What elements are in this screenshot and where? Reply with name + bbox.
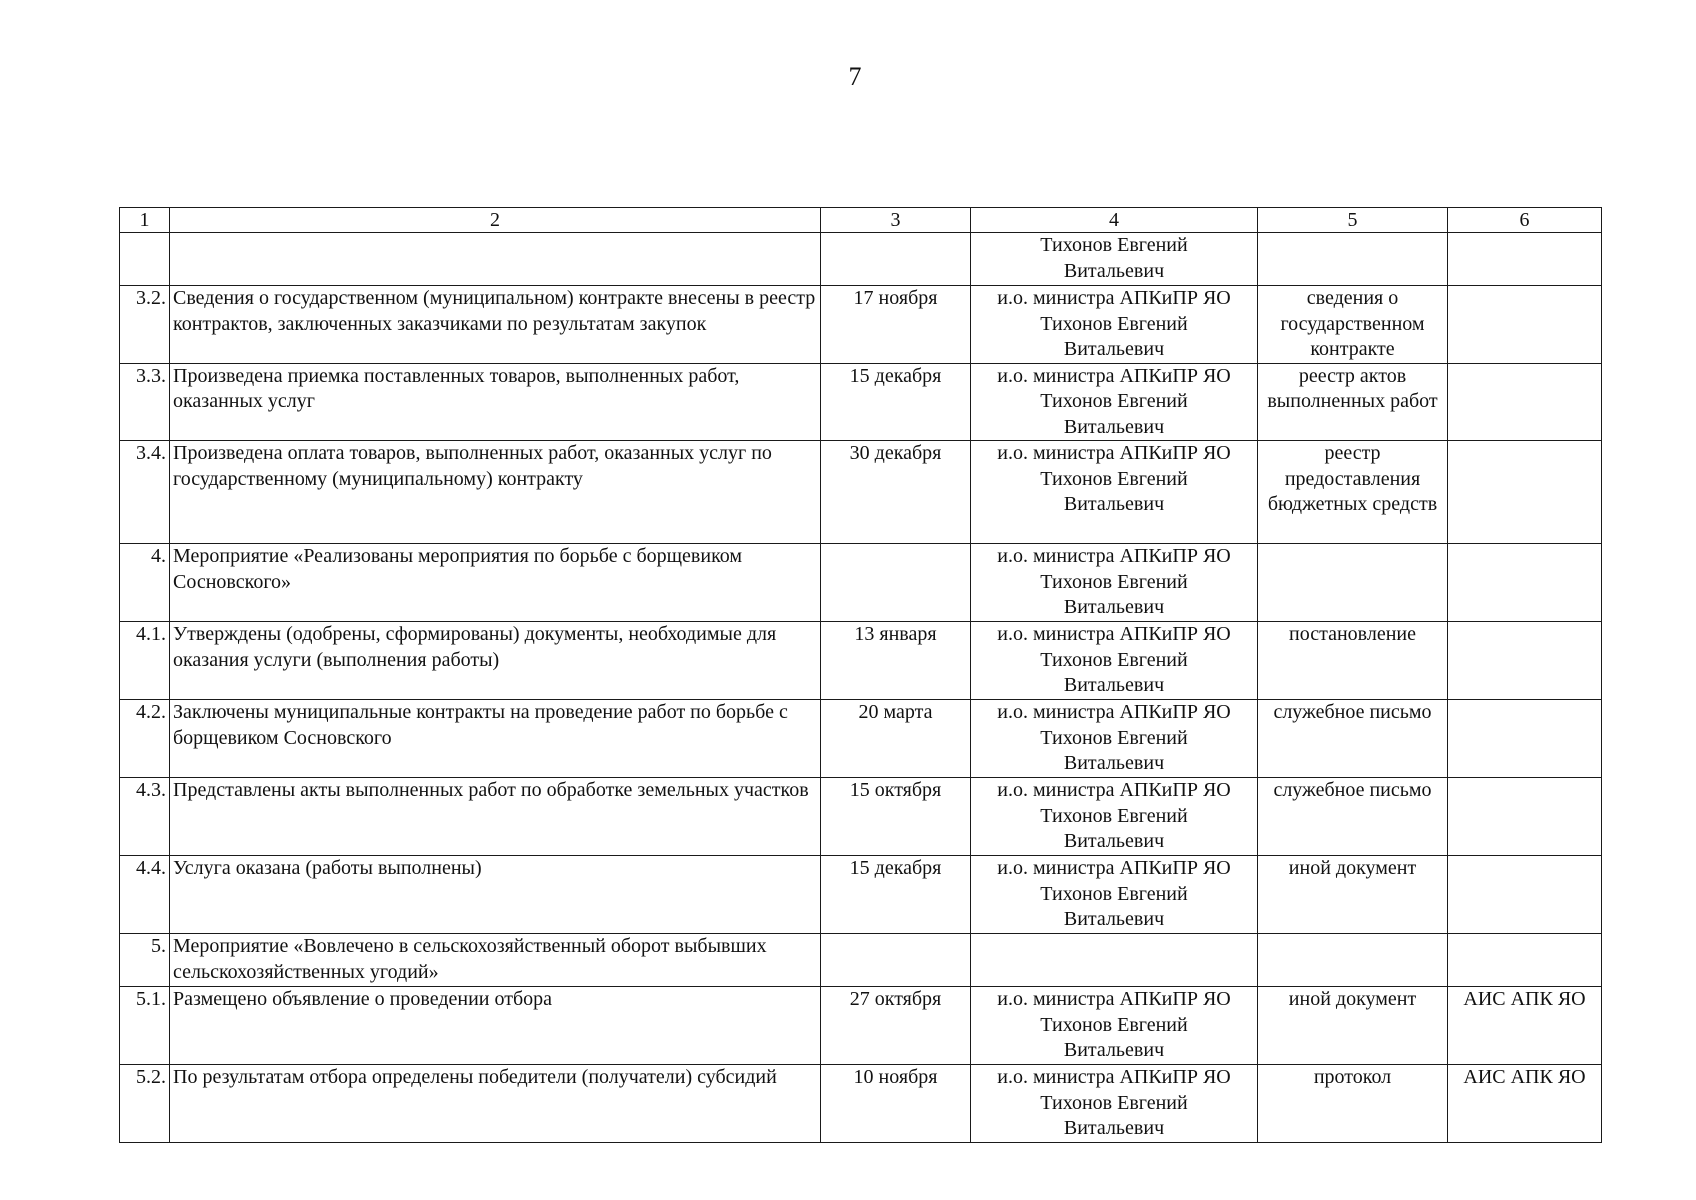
item-number: 4.4. (120, 856, 170, 934)
table-row (120, 1065, 1602, 1143)
responsible-line: Тихонов Евгений (1040, 1091, 1188, 1114)
table-row (120, 286, 1602, 364)
responsible-line: Тихонов Евгений (1040, 467, 1188, 490)
responsible-line: и.о. министра АПКиПР ЯО (997, 988, 1231, 1010)
item-deadline: 10 ноября (821, 1065, 971, 1143)
item-deadline (821, 934, 971, 987)
item-document: постановление (1258, 622, 1448, 700)
item-number: 5. (120, 934, 170, 987)
item-system (1448, 233, 1602, 286)
table-row (120, 778, 1602, 856)
item-number: 4.1. (120, 622, 170, 700)
table-row (120, 544, 1602, 622)
responsible-line: Тихонов Евгений (1040, 804, 1188, 827)
responsible-line: Тихонов Евгений (1040, 726, 1188, 749)
item-number: 3.4. (120, 441, 170, 544)
responsible-line: Витальевич (1063, 830, 1165, 852)
responsible-line: Витальевич (1063, 908, 1165, 930)
item-deadline (821, 233, 971, 286)
responsible-line: Тихонов Евгений (1040, 390, 1188, 412)
item-deadline: 20 марта (821, 700, 971, 778)
item-number: 4.3. (120, 778, 170, 856)
responsible-line: Витальевич (1063, 1117, 1165, 1139)
page-number: 7 (848, 62, 862, 91)
column-header: 6 (1448, 208, 1602, 233)
item-deadline: 17 ноября (821, 286, 971, 364)
responsible-line: Тихонов Евгений (1040, 882, 1188, 905)
item-responsible (971, 622, 1258, 700)
responsible-line: и.о. министра АПКиПР ЯО (997, 1066, 1231, 1088)
table-row (120, 363, 1602, 441)
plan-table (119, 207, 1602, 1143)
responsible-line: Тихонов Евгений (1040, 234, 1188, 256)
item-responsible (971, 700, 1258, 778)
item-responsible (971, 363, 1258, 441)
item-system (1448, 622, 1602, 700)
item-description: Сведения о государственном (муниципальном) контракте внесены в реестр контрактов, заключенных заказчиками по результатам закупок (170, 286, 821, 364)
responsible-line: и.о. министра АПКиПР ЯО (997, 779, 1231, 801)
item-system: АИС АПК ЯО (1448, 987, 1602, 1065)
responsible-line: Витальевич (1063, 596, 1165, 618)
item-description: Заключены муниципальные контракты на проведение работ по борьбе с борщевиком Сосновского (170, 700, 821, 778)
item-number: 5.1. (120, 987, 170, 1065)
table-row (120, 700, 1602, 778)
item-document: служебное письмо (1258, 778, 1448, 856)
item-document: сведения о государственном контракте (1258, 286, 1448, 364)
item-system (1448, 441, 1602, 544)
item-document (1258, 544, 1448, 622)
item-number (120, 233, 170, 286)
item-description: Произведена приемка поставленных товаров, выполненных работ, оказанных услуг (170, 363, 821, 441)
item-description: Мероприятие «Реализованы мероприятия по борьбе с борщевиком Сосновского» (170, 544, 821, 622)
item-system (1448, 856, 1602, 934)
item-number: 3.3. (120, 363, 170, 441)
responsible-line: и.о. министра АПКиПР ЯО (997, 623, 1231, 645)
table-row (120, 622, 1602, 700)
item-system (1448, 934, 1602, 987)
item-document: реестр предоставления бюджетных средств (1258, 441, 1448, 544)
item-responsible (971, 856, 1258, 934)
responsible-line: Витальевич (1063, 674, 1165, 696)
responsible-line: и.о. министра АПКиПР ЯО (997, 545, 1231, 567)
table-row (120, 987, 1602, 1065)
column-header: 3 (821, 208, 971, 233)
column-header: 5 (1258, 208, 1448, 233)
item-document: протокол (1258, 1065, 1448, 1143)
responsible-line: Тихонов Евгений (1040, 312, 1188, 335)
item-responsible (971, 987, 1258, 1065)
item-document (1258, 233, 1448, 286)
item-deadline: 15 октября (821, 778, 971, 856)
item-description: Представлены акты выполненных работ по обработке земельных участков (170, 778, 821, 856)
item-system (1448, 700, 1602, 778)
item-deadline: 13 января (821, 622, 971, 700)
table-row (120, 233, 1602, 286)
responsible-line: и.о. министра АПКиПР ЯО (997, 442, 1231, 464)
item-responsible (971, 286, 1258, 364)
item-description (170, 233, 821, 286)
table-body (120, 233, 1602, 1143)
responsible-line: Тихонов Евгений (1040, 648, 1188, 671)
item-system (1448, 363, 1602, 441)
item-number: 4. (120, 544, 170, 622)
item-description: Произведена оплата товаров, выполненных работ, оказанных услуг по государственному (муниципальному) контракту (170, 441, 821, 544)
item-system (1448, 286, 1602, 364)
column-header: 2 (170, 208, 821, 233)
responsible-line: и.о. министра АПКиПР ЯО (997, 701, 1231, 723)
table-row (120, 934, 1602, 987)
responsible-line: Витальевич (1063, 259, 1165, 282)
item-responsible (971, 233, 1258, 286)
item-number: 3.2. (120, 286, 170, 364)
table-row (120, 441, 1602, 544)
column-header: 4 (971, 208, 1258, 233)
responsible-line: и.о. министра АПКиПР ЯО (997, 287, 1231, 309)
item-responsible (971, 544, 1258, 622)
item-deadline: 27 октября (821, 987, 971, 1065)
item-description: Услуга оказана (работы выполнены) (170, 856, 821, 934)
item-system (1448, 544, 1602, 622)
item-responsible (971, 1065, 1258, 1143)
item-description: Мероприятие «Вовлечено в сельскохозяйственный оборот выбывших сельскохозяйственных угодий» (170, 934, 821, 987)
responsible-line: и.о. министра АПКиПР ЯО (997, 857, 1231, 879)
responsible-line: и.о. министра АПКиПР ЯО (997, 364, 1231, 387)
item-document (1258, 934, 1448, 987)
item-description: По результатам отбора определены победители (получатели) субсидий (170, 1065, 821, 1143)
item-description: Размещено объявление о проведении отбора (170, 987, 821, 1065)
item-number: 5.2. (120, 1065, 170, 1143)
responsible-line: Витальевич (1063, 493, 1165, 515)
item-description: Утверждены (одобрены, сформированы) документы, необходимые для оказания услуги (выполнения работы) (170, 622, 821, 700)
responsible-line: Витальевич (1063, 1039, 1165, 1061)
item-document: иной документ (1258, 987, 1448, 1065)
item-responsible (971, 934, 1258, 987)
responsible-line: Тихонов Евгений (1040, 570, 1188, 593)
item-document: иной документ (1258, 856, 1448, 934)
header-row (120, 208, 1602, 233)
responsible-line: Витальевич (1063, 415, 1165, 438)
item-document: служебное письмо (1258, 700, 1448, 778)
responsible-line: Витальевич (1063, 338, 1165, 360)
responsible-line: Тихонов Евгений (1040, 1013, 1188, 1036)
item-system (1448, 778, 1602, 856)
item-deadline: 15 декабря (821, 856, 971, 934)
item-document: реестр актов выполненных работ (1258, 363, 1448, 441)
table-row (120, 856, 1602, 934)
item-deadline: 15 декабря (821, 363, 971, 441)
item-responsible (971, 778, 1258, 856)
responsible-line: Витальевич (1063, 752, 1165, 774)
item-number: 4.2. (120, 700, 170, 778)
item-deadline: 30 декабря (821, 441, 971, 544)
item-deadline (821, 544, 971, 622)
item-responsible (971, 441, 1258, 544)
column-header: 1 (120, 208, 170, 233)
item-system: АИС АПК ЯО (1448, 1065, 1602, 1143)
